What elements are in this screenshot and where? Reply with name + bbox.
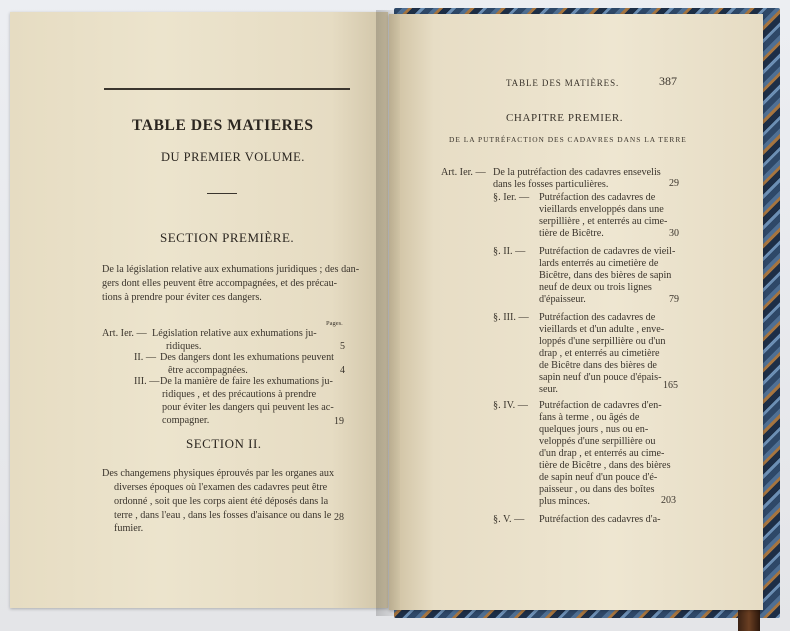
paragraph-line: lards enterrés au cimetière de	[539, 258, 659, 269]
pages-label: Pages.	[326, 320, 343, 327]
paragraph-line: de Bicêtre dans des bières de	[539, 360, 657, 371]
paragraph-line: Putréfaction des cadavres d'a-	[539, 514, 661, 525]
article-line: dans les fosses particulières.	[493, 179, 609, 190]
running-head: TABLE DES MATIÈRES.	[506, 78, 620, 88]
section2-intro-line: ordonné , soit que les corps aient été déposés dans la	[114, 496, 329, 507]
entry-line: pour éviter les dangers qui peuvent les ac-	[162, 402, 334, 413]
paragraph-line: vieillards et d'un adulte , enve-	[539, 324, 665, 335]
paragraph-label: §. II. —	[493, 246, 526, 257]
paragraph-line: d'épaisseur.	[539, 294, 586, 305]
article-page: 29	[669, 178, 679, 189]
paragraph-line: fans à terme , ou âgés de	[539, 412, 640, 423]
paragraph-line: Putréfaction des cadavres de	[539, 192, 656, 203]
paragraph-label: §. V. —	[493, 514, 525, 525]
paragraph-line: loppés d'une serpillière ou d'un	[539, 336, 666, 347]
paragraph-line: plus minces.	[539, 496, 590, 507]
entry-line: compagner.	[162, 415, 210, 426]
paragraph-line: sapin neuf d'un pouce d'épais-	[539, 372, 662, 383]
paragraph-page: 79	[669, 294, 679, 305]
paragraph-line: serpillière , et enterrés au cime-	[539, 216, 668, 227]
entry-line: être accompagnées.	[168, 365, 248, 376]
article-line: De la putréfaction des cadavres ensevelis	[493, 167, 661, 178]
section1-intro-line: tions à prendre pour éviter ces dangers.	[102, 292, 262, 303]
entry-label: III. —	[134, 376, 160, 387]
folio: 387	[659, 74, 677, 88]
section2-page: 28	[334, 512, 344, 523]
page-title: TABLE DES MATIERES	[132, 117, 314, 134]
paragraph-line: seur.	[539, 384, 558, 395]
paragraph-line: drap , et enterrés au cimetière	[539, 348, 660, 359]
chapter-heading: CHAPITRE PREMIER.	[506, 112, 624, 124]
entry-label: Art. Ier. —	[102, 328, 147, 339]
entry-line: Législation relative aux exhumations ju-	[152, 328, 317, 339]
paragraph-line: Bicêtre, dans des bières de sapin	[539, 270, 672, 281]
chapter-subheading: DE LA PUTRÉFACTION DES CADAVRES DANS LA TERRE	[449, 135, 687, 144]
left-page	[10, 12, 388, 608]
paragraph-label: §. III. —	[493, 312, 529, 323]
paragraph-line: Putréfaction de cadavres d'en-	[539, 400, 662, 411]
entry-page: 19	[334, 416, 344, 427]
paragraph-page: 30	[669, 228, 679, 239]
entry-line: De la manière de faire les exhumations ju-	[160, 376, 333, 387]
entry-line: ridiques , et des précautions à prendre	[162, 389, 317, 400]
section2-intro-line: Des changemens physiques éprouvés par les organes aux	[102, 468, 335, 479]
paragraph-line: tière de Bicêtre , dans des bières	[539, 460, 671, 471]
paragraph-line: d'un drap , et enterrés au cime-	[539, 448, 665, 459]
section1-intro-line: De la législation relative aux exhumations juridiques ; des dan-	[102, 264, 360, 275]
paragraph-line: Putréfaction des cadavres de	[539, 312, 656, 323]
article-label: Art. Ier. —	[441, 167, 486, 178]
paragraph-line: neuf de deux ou trois lignes	[539, 282, 652, 293]
paragraph-page: 203	[661, 495, 676, 506]
entry-line: Des dangers dont les exhumations peuvent	[160, 352, 334, 363]
paragraph-line: veloppés d'une serpillière ou	[539, 436, 656, 447]
section1-heading: SECTION PREMIÈRE.	[160, 230, 295, 245]
short-rule	[207, 193, 237, 194]
entry-page: 5	[340, 341, 345, 352]
entry-label: II. —	[134, 352, 157, 363]
paragraph-line: de sapin neuf d'un pouce d'é-	[539, 472, 658, 483]
section1-intro-line: gers dont elles peuvent être accompagnées, et des précau-	[102, 278, 338, 289]
paragraph-line: tière de Bicêtre.	[539, 228, 604, 239]
gutter-shadow	[376, 10, 400, 616]
section2-intro-line: fumier.	[114, 523, 144, 534]
section2-intro-line: terre , dans l'eau , dans les fosses d'aisance ou dans le	[114, 510, 332, 521]
paragraph-page: 165	[663, 380, 678, 391]
paragraph-label: §. Ier. —	[493, 192, 530, 203]
entry-line: ridiques.	[166, 341, 202, 352]
top-rule	[104, 88, 350, 90]
section2-intro-line: diverses époques où l'examen des cadavres peut être	[114, 482, 328, 493]
paragraph-line: Putréfaction de cadavres de vieil-	[539, 246, 676, 257]
paragraph-line: quelques jours , nus ou en-	[539, 424, 649, 435]
paragraph-label: §. IV. —	[493, 400, 528, 411]
paragraph-line: paisseur , ou dans des boîtes	[539, 484, 655, 495]
paragraph-line: vieillards enveloppés dans une	[539, 204, 664, 215]
right-page	[389, 14, 763, 610]
section2-heading: SECTION II.	[186, 436, 262, 451]
entry-page: 4	[340, 365, 345, 376]
page-subtitle: DU PREMIER VOLUME.	[161, 150, 305, 164]
